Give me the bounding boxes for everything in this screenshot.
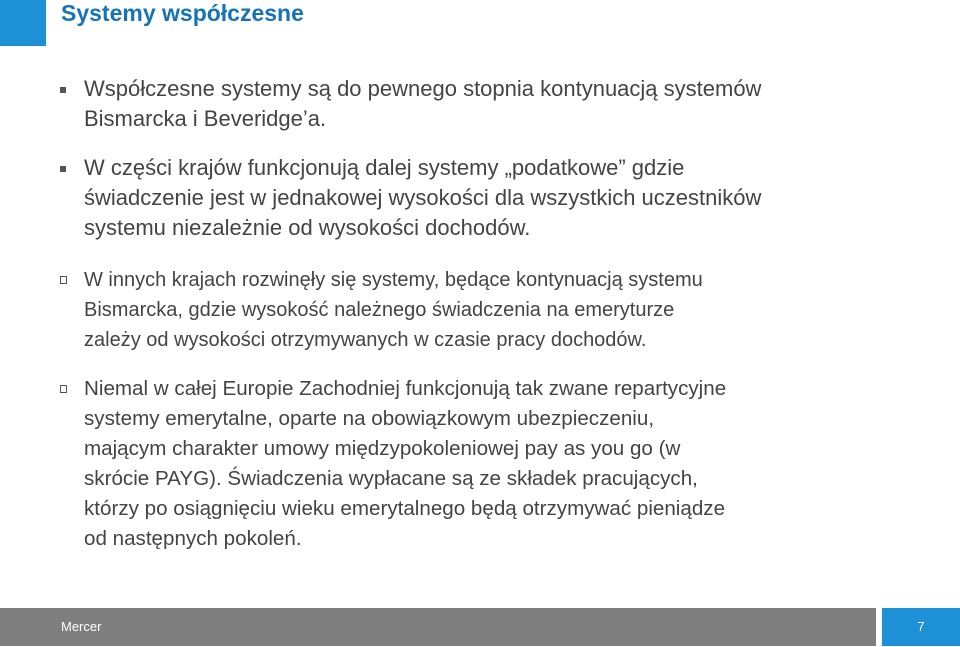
bullet-line: mającym charakter umowy międzypokoleniowej pay as you go (w [84, 437, 681, 460]
bullet-line: systemy emerytalne, oparte na obowiązkowym ubezpieczeniu, [84, 407, 655, 430]
bullet-text [84, 74, 914, 134]
bullet-line: W części krajów funkcjonują dalej systemy „podatkowe” gdzie [84, 155, 685, 180]
bullet-line: systemu niezależnie od wysokości dochodów. [84, 215, 531, 240]
footer-company: Mercer [61, 619, 102, 634]
bullet-square-icon [60, 166, 66, 172]
title-accent-block [0, 0, 46, 46]
bullet-square-icon [60, 385, 67, 393]
page-number: 7 [917, 619, 925, 634]
bullet-text [84, 374, 914, 554]
bullet-line: którzy po osiągnięciu wieku emerytalnego będą otrzymywać pieniądze [84, 497, 726, 520]
bullet-line: Bismarcka, gdzie wysokość należnego świadczenia na emeryturze [84, 299, 675, 321]
bullet-line: Bismarcka i Beveridge’a. [84, 106, 327, 131]
bullet-square-icon [60, 276, 67, 284]
footer-bar [0, 608, 876, 646]
bullet-line: świadczenie jest w jednakowej wysokości dla wszystkich uczestników [84, 185, 762, 210]
bullet-line: zależy od wysokości otrzymywanych w czasie pracy dochodów. [84, 329, 647, 351]
slide-title: Systemy współczesne [61, 0, 304, 26]
bullet-text [84, 265, 914, 355]
bullet-line: Niemal w całej Europie Zachodniej funkcjonują tak zwane repartycyjne [84, 377, 727, 400]
bullet-line: od następnych pokoleń. [84, 527, 302, 550]
bullet-text [84, 153, 914, 243]
bullet-line: W innych krajach rozwinęły się systemy, będące kontynuacją systemu [84, 269, 703, 291]
bullet-square-icon [60, 87, 66, 93]
bullet-line: Współczesne systemy są do pewnego stopnia kontynuacją systemów [84, 76, 762, 101]
bullet-line: skrócie PAYG). Świadczenia wypłacane są ze składek pracujących, [84, 467, 698, 490]
